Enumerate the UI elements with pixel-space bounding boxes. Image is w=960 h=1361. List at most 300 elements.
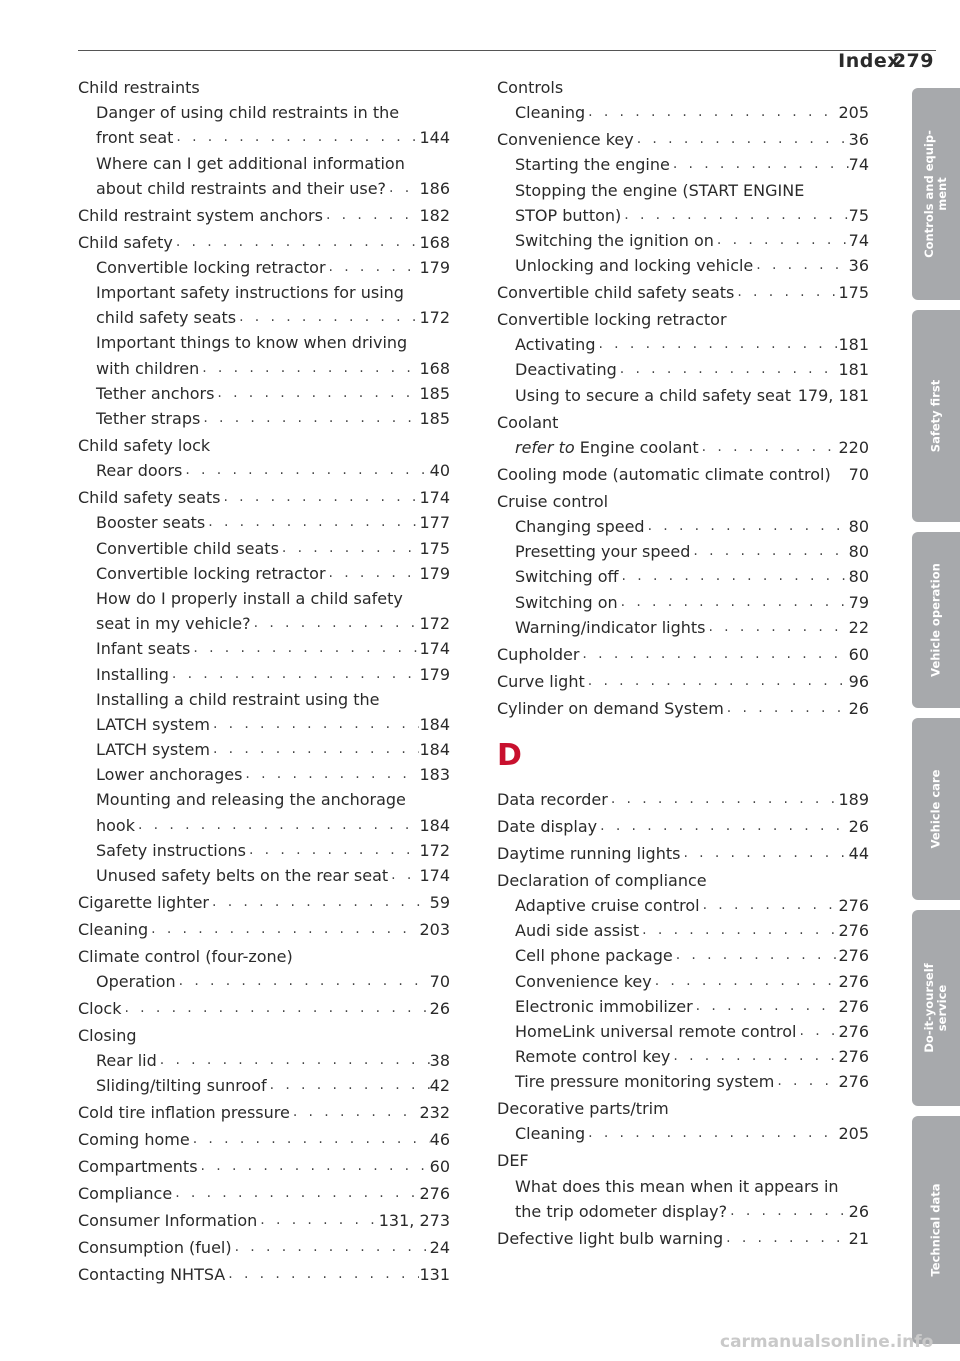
index-entry [497,590,869,615]
entry-term: Cupholder [497,644,580,664]
entry-page-number[interactable]: 220 [838,437,869,457]
index-entry [78,151,450,176]
entry-page-number[interactable]: 184 [419,714,450,734]
dot-leader [700,893,839,918]
dot-leader [585,100,838,125]
entry-term: Convertible child safety seats [497,283,735,303]
entry-term: Child safety seats [78,488,221,508]
entry-page-number[interactable]: 189 [838,789,869,809]
entry-page-number[interactable]: 36 [848,130,869,150]
dot-leader [652,969,839,994]
dot-leader [246,838,419,863]
dot-leader [670,1044,838,1069]
dot-leader [714,228,849,253]
dot-leader [169,662,420,687]
index-entry [497,787,869,812]
entry-page-number[interactable]: 205 [838,1124,869,1144]
index-entry [78,687,450,712]
entry-term: Cigarette lighter [78,892,210,912]
index-entry [497,1226,869,1251]
index-entry [78,890,450,915]
entry-term: Lower anchorages [96,765,243,785]
entry-term: Convertible locking retractor [96,563,326,583]
dot-leader [279,536,420,561]
entry-page-number[interactable]: 70 [848,464,869,484]
entry-page-number[interactable]: 21 [848,1228,869,1248]
index-entry [78,1262,450,1287]
entry-term: Unused safety belts on the rear seat [96,866,389,885]
dot-leader [121,996,429,1021]
entry-term: Mounting and releasing the anchorage [96,790,406,810]
index-entry [78,586,450,611]
index-entry [497,127,869,152]
entry-page-number[interactable]: 174 [419,488,450,508]
entry-page-number[interactable]: 80 [848,542,869,562]
index-entry [78,969,450,994]
dot-leader [670,152,849,177]
index-entry [78,356,450,381]
index-group-c [497,75,869,721]
entry-page-number[interactable]: 276 [838,921,869,941]
entry-term: Where can I get additional information [96,153,405,173]
entry-term: Operation [96,972,176,992]
index-entry [497,410,869,435]
entry-term: Tire pressure monitoring system [515,1072,775,1092]
entry-page-number[interactable]: 185 [419,409,450,429]
dot-leader [388,863,419,888]
entry-term: Defective light bulb warning [497,1228,724,1248]
dot-leader [639,918,838,943]
entry-term: Cleaning [515,103,586,123]
entry-term: Closing [78,1026,137,1046]
dot-leader [220,485,419,510]
entry-term: What does this mean when it appears in [515,1176,839,1196]
entry-term: STOP button) [515,205,622,225]
index-column-left [78,75,450,1288]
index-entry [497,1121,869,1146]
entry-term: Important things to know when driving [96,333,408,353]
entry-page-number[interactable]: 276 [838,1072,869,1092]
index-entry [78,255,450,280]
dot-leader [705,615,848,640]
entry-term: Switching the ignition on [515,230,714,250]
dot-leader [205,510,419,535]
index-entry [78,838,450,863]
entry-term: Cruise control [497,491,609,511]
chapter-tab-label: Safety first [928,379,943,453]
dot-leader [724,696,849,721]
dot-leader [673,943,839,968]
entry-term: Electronic immobilizer [515,996,693,1016]
dot-leader [617,357,839,382]
entry-term: Consumption (fuel) [78,1238,232,1258]
entry-page-number[interactable]: 172 [419,840,450,860]
entry-term: How do I properly install a child safety [96,588,403,608]
entry-term: LATCH system [96,740,210,760]
entry-page-number[interactable]: 26 [848,816,869,836]
index-entry [78,1073,450,1098]
index-entry [497,489,869,514]
dot-leader [645,514,849,539]
index-entry [78,1208,450,1233]
dot-leader [595,332,838,357]
index-entry [497,994,869,1019]
chapter-tab-label: Do-it-yourself service [922,963,949,1053]
entry-page-number[interactable]: 186 [419,178,450,198]
entry-page-number[interactable]: 168 [419,232,450,252]
entry-page-number[interactable]: 26 [429,999,450,1019]
dot-leader [135,813,419,838]
index-entry [497,462,869,487]
entry-term: Installing [96,664,169,684]
entry-page-number[interactable]: 276 [838,971,869,991]
dot-leader [173,230,420,255]
entry-term: Convertible locking retractor [96,257,326,277]
entry-term: Switching on [515,592,618,612]
index-column-right [497,75,869,1251]
entry-page-number[interactable]: 46 [429,1130,450,1150]
entry-page-number[interactable]: 168 [419,358,450,378]
entry-term: Danger of using child restraints in the [96,103,400,123]
entry-term: DEF [497,1151,529,1171]
entry-page-number[interactable]: 205 [838,103,869,123]
entry-term: Remote control key [515,1047,671,1067]
entry-page-number[interactable]: 184 [419,740,450,760]
entry-term: Child safety [78,232,173,252]
entry-page-number[interactable]: 26 [848,1201,869,1221]
index-entry [497,332,869,357]
index-entry [497,1174,869,1199]
chapter-tab[interactable] [912,88,960,300]
dot-leader [585,1121,838,1146]
dot-leader [290,1100,420,1125]
index-entry [78,485,450,510]
dot-leader [267,1073,430,1098]
entry-term: Daytime running lights [497,843,681,863]
index-entry [78,561,450,586]
entry-page-number[interactable]: 179, 181 [797,385,869,405]
index-entry [497,383,869,408]
entry-term: Cleaning [515,1124,586,1144]
entry-page-number[interactable]: 59 [429,892,450,912]
index-entry [78,330,450,355]
entry-page-number[interactable]: 131, 273 [378,1211,450,1231]
chapter-tab[interactable] [912,532,960,708]
dot-leader [579,642,848,667]
entry-page-number[interactable]: 184 [419,815,450,835]
index-entry [78,1154,450,1179]
index-entry [497,1148,869,1173]
index-entry [78,1235,450,1260]
index-entry [78,230,450,255]
dot-leader [176,969,430,994]
entry-page-number[interactable]: 181 [838,360,869,380]
entry-term: Using to secure a child safety seat [515,385,791,405]
entry-term: Convertible locking retractor [497,310,727,330]
entry-term: Sliding/tilting sunroof [96,1076,267,1096]
dot-leader [148,917,419,942]
dot-leader [173,125,419,150]
dot-leader [190,1127,430,1152]
entry-term: Booster seats [96,513,206,533]
index-entry [497,564,869,589]
entry-page-number[interactable]: 177 [419,513,450,533]
entry-page-number[interactable]: 232 [419,1103,450,1123]
dot-leader [618,590,849,615]
entry-term: Deactivating [515,360,617,380]
dot-leader [210,737,420,762]
entry-term: Contacting NHTSA [78,1265,226,1285]
index-entry [497,615,869,640]
entry-page-number[interactable]: 70 [429,972,450,992]
index-entry [78,305,450,330]
entry-term: HomeLink universal remote control [515,1021,797,1041]
entry-term: Audi side assist [515,921,640,941]
entry-term: Compartments [78,1157,198,1177]
chapter-tab-label: Vehicle care [928,769,943,849]
entry-term: front seat [96,128,174,148]
entry-term: Data recorder [497,789,608,809]
entry-term: Cell phone package [515,946,673,966]
entry-term: Child restraint system anchors [78,205,323,225]
entry-page-number[interactable]: 60 [429,1157,450,1177]
entry-page-number[interactable]: 26 [848,698,869,718]
chapter-tab[interactable] [912,910,960,1106]
entry-page-number[interactable]: 44 [848,843,869,863]
entry-page-number[interactable]: 175 [419,538,450,558]
index-entry [497,1069,869,1094]
entry-page-number[interactable]: 203 [419,919,450,939]
chapter-tab-label: Controls and equip- ment [922,130,949,258]
index-entry [497,868,869,893]
entry-term: with children [96,358,200,378]
dot-leader [172,1181,419,1206]
dot-leader [214,381,419,406]
entry-page-number[interactable]: 174 [419,866,450,885]
entry-page-number[interactable]: 74 [848,155,869,175]
chapter-tab[interactable] [912,310,960,522]
chapter-tab-label: Vehicle operation [928,563,943,677]
entry-term: Safety instructions [96,840,246,860]
entry-term: Starting the engine [515,155,670,175]
entry-page-number[interactable]: 96 [848,671,869,691]
dot-leader [699,435,839,460]
chapter-tab[interactable] [912,718,960,900]
index-entry [78,813,450,838]
entry-term: Cooling mode (automatic climate control) [497,464,831,484]
dot-leader [232,1235,430,1260]
dot-leader [386,176,419,201]
chapter-tab[interactable] [912,1116,960,1344]
chapter-tab-label: Technical data [928,1183,943,1277]
entry-term: Convertible child seats [96,538,279,558]
dot-leader [634,127,849,152]
index-entry [78,100,450,125]
index-entry [497,514,869,539]
entry-page-number[interactable]: 36 [848,256,869,276]
entry-term: Child restraints [78,78,200,97]
index-entry [497,642,869,667]
index-entry [497,841,869,866]
dot-leader [797,1019,839,1044]
dot-leader [209,890,430,915]
entry-term: Controls [497,78,564,97]
entry-term: Stopping the engine (START ENGINE [515,180,805,200]
index-entry [78,944,450,969]
entry-term: refer to Engine coolant [515,437,699,457]
entry-term: Compliance [78,1184,173,1204]
entry-page-number[interactable]: 75 [848,205,869,225]
index-entry [78,1023,450,1048]
entry-term: Adaptive cruise control [515,896,700,915]
entry-term: seat in my vehicle? [96,614,251,634]
index-entry [78,458,450,483]
index-entry [78,611,450,636]
entry-page-number[interactable]: 172 [419,614,450,634]
dot-leader [774,1069,838,1094]
entry-page-number[interactable]: 74 [848,230,869,250]
dot-leader [734,280,838,305]
entry-page-number[interactable]: 276 [838,1021,869,1041]
entry-term: Cylinder on demand System [497,698,724,718]
entry-page-number[interactable]: 22 [848,617,869,637]
index-entry [497,203,869,228]
section-letter-d: D [497,737,522,773]
page-number: 279 [892,50,934,72]
entry-term: Tether anchors [96,383,215,403]
index-entry [497,696,869,721]
dot-leader [619,564,849,589]
entry-term: the trip odometer display? [515,1201,728,1221]
index-entry [78,737,450,762]
index-entry [78,203,450,228]
entry-term: Date display [497,816,598,836]
entry-page-number[interactable]: 42 [429,1076,450,1096]
index-entry [497,893,869,918]
index-entry [78,996,450,1021]
index-entry [497,918,869,943]
index-entry [497,152,869,177]
index-entry [497,228,869,253]
dot-leader [199,356,419,381]
header-rule [78,50,936,51]
index-entry [78,636,450,661]
entry-page-number[interactable]: 276 [838,996,869,1016]
index-entry [78,536,450,561]
dot-leader [198,1154,430,1179]
dot-leader [157,1048,430,1073]
index-entry [497,178,869,203]
index-entry [78,863,450,888]
entry-page-number[interactable]: 131 [419,1265,450,1285]
entry-page-number[interactable]: 183 [419,765,450,785]
dot-leader [326,255,420,280]
entry-term: Convenience key [497,130,634,150]
index-entry [78,662,450,687]
dot-leader [597,814,849,839]
entry-page-number[interactable]: 144 [419,128,450,148]
entry-term: Consumer Information [78,1211,258,1231]
entry-term: Clock [78,999,122,1019]
entry-page-number[interactable]: 79 [848,592,869,612]
dot-leader [236,305,419,330]
dot-leader [182,458,429,483]
dot-leader [723,1226,848,1251]
entry-term: about child restraints and their use? [96,178,387,198]
dot-leader [680,841,848,866]
index-entry [497,1044,869,1069]
index-entry [497,814,869,839]
section-title: Index [838,50,900,72]
entry-page-number[interactable]: 60 [848,644,869,664]
index-entry [78,712,450,737]
entry-term: Warning/indicator lights [515,617,706,637]
index-entry [497,1199,869,1224]
index-entry [497,943,869,968]
index-entry [78,176,450,201]
index-entry [497,539,869,564]
entry-page-number[interactable]: 276 [838,1047,869,1067]
dot-leader [753,253,848,278]
index-entry [497,75,869,100]
entry-page-number[interactable]: 80 [848,516,869,536]
entry-page-number[interactable]: 179 [419,664,450,684]
entry-page-number[interactable]: 175 [838,283,869,303]
entry-page-number[interactable]: 172 [419,308,450,328]
entry-term: Rear doors [96,461,183,481]
index-entry [497,669,869,694]
entry-page-number[interactable]: 179 [419,563,450,583]
index-entry [497,100,869,125]
dot-leader [326,561,420,586]
index-entry [497,969,869,994]
index-entry [78,433,450,458]
entry-page-number[interactable]: 38 [429,1051,450,1071]
index-entry [78,917,450,942]
entry-term: Convenience key [515,971,652,991]
entry-page-number[interactable]: 276 [838,946,869,966]
entry-term: Cleaning [78,919,149,939]
entry-term: Decorative parts/trim [497,1099,669,1119]
entry-page-number[interactable]: 40 [429,461,450,481]
dot-leader [225,1262,419,1287]
dot-leader [242,762,419,787]
entry-page-number[interactable]: 80 [848,567,869,587]
entry-term: Changing speed [515,516,645,536]
entry-term: Switching off [515,567,619,587]
entry-term: Tether straps [96,409,201,429]
entry-page-number[interactable]: 174 [419,639,450,659]
entry-page-number[interactable]: 181 [838,335,869,355]
entry-term: Coming home [78,1130,190,1150]
entry-page-number[interactable]: 276 [838,896,869,915]
index-entry [497,307,869,332]
index-entry [78,787,450,812]
entry-page-number[interactable]: 276 [419,1184,450,1204]
index-entry [78,75,450,100]
index-entry [78,406,450,431]
dot-leader [585,669,849,694]
index-entry [78,125,450,150]
entry-term: Child safety lock [78,436,211,456]
entry-term: Activating [515,335,596,355]
entry-page-number[interactable]: 24 [429,1238,450,1258]
entry-term: Cold tire inflation pressure [78,1103,290,1123]
index-entry [497,1019,869,1044]
entry-page-number[interactable]: 179 [419,257,450,277]
entry-page-number[interactable]: 182 [419,205,450,225]
entry-page-number[interactable]: 185 [419,383,450,403]
